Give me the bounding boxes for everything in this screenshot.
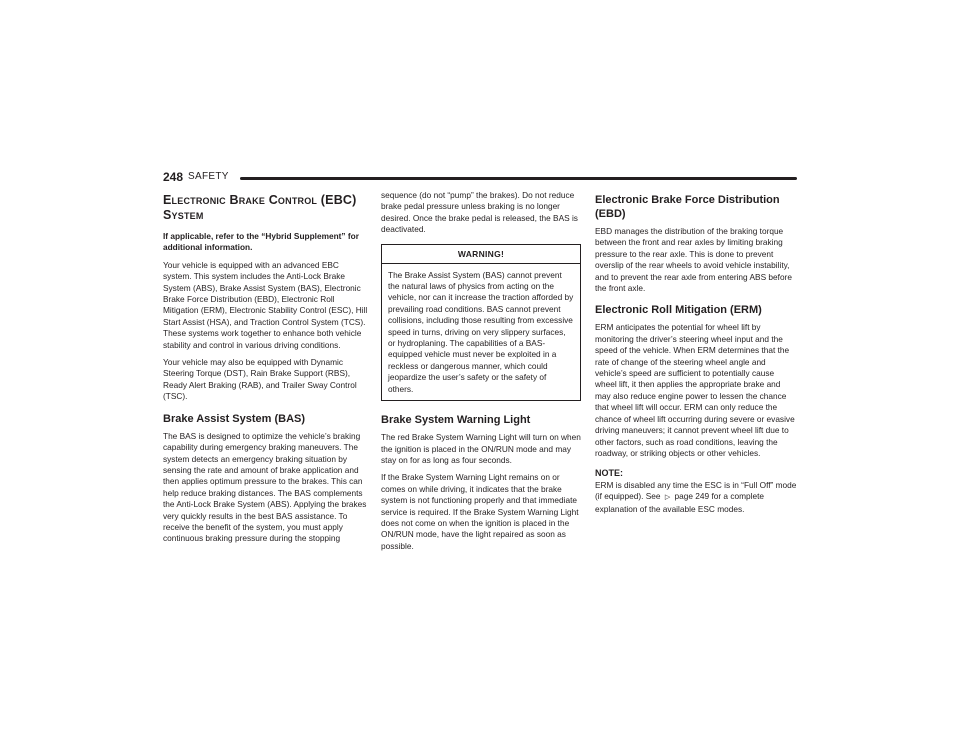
hybrid-supplement-note: If applicable, refer to the “Hybrid Supplement” for additional information.: [163, 231, 359, 253]
page-reference-link[interactable]: page 249: [674, 491, 710, 502]
column-middle: [381, 190, 581, 558]
ebc-paragraph-2: Your vehicle may also be equipped with Dynamic Steering Torque (DST), Rain Brake Support (RBS), Ready Alert Braking (RAB), and Trailer Sway Control (TSC).: [163, 357, 357, 402]
erm-paragraph: ERM anticipates the potential for wheel lift by monitoring the driver’s steering wheel input and the speed of the vehicle. When ERM determines that the rate of change of the steering wheel angle and vehicle’s speed are sufficient to potentially cause wheel lift, it then applies the appropriate brake and may also reduce engine power to lessen the chance that wheel lift will occur. ERM can only reduce the chance of wheel lift occurring during severe or evasive driving maneuvers; it cannot prevent wheel lift due to other factors, such as road conditions, leaving the roadway, or striking objects or other vehicles.: [595, 322, 795, 458]
subheading-ebd: Electronic Brake Force Distribution (EBD): [595, 194, 780, 220]
page-number: 248: [163, 170, 184, 184]
note-text-b: for a complete explanation of the available ESC modes.: [595, 491, 765, 514]
subheading-bas: Brake Assist System (BAS): [163, 412, 306, 425]
header-rule: [240, 177, 797, 180]
column-right: [595, 190, 797, 521]
bas-continued-paragraph: sequence (do not “pump” the brakes). Do not reduce brake pedal pressure unless braking is no longer desired. Once the brake pedal is released, the BAS is deactivated.: [381, 190, 578, 235]
note-label: NOTE:: [595, 468, 623, 479]
ebc-paragraph-1: Your vehicle is equipped with an advanced EBC system. This system includes the Anti-Lock Brake System (ABS), Brake Assist System (BAS), Electronic Brake Force Distribution (EBD), Electronic Roll Mitigation (ERM), Electronic Stability Control (ESC), Hill Start Assist (HSA), and Traction Control System (TCS). These systems work together to enhance both vehicle stability and control in various driving conditions.: [163, 259, 368, 350]
section-title: SAFETY: [188, 171, 229, 182]
ebd-paragraph: EBD manages the distribution of the braking torque between the front and rear axles by limiting braking pressure to the rear axle. This is done to prevent overslip of the rear wheels to avoid vehicle instability, and to prevent the rear axle from entering ABS before the front axle.: [595, 226, 792, 294]
brake-warning-paragraph-2: If the Brake System Warning Light remains on or comes on while driving, it indicates that the brake system is not functioning properly and that immediate service is required. If the Brake System Warning Light does not come on when the ignition is placed in the ON/RUN mode, have the light repaired as soon as possible.: [381, 472, 579, 551]
erm-note: [595, 480, 797, 515]
warning-title: WARNING!: [382, 245, 580, 264]
warning-box: [381, 244, 581, 401]
brake-warning-paragraph-1: The red Brake System Warning Light will turn on when the ignition is placed in the ON/RUN mode and may stay on for as long as four seconds.: [381, 432, 581, 465]
warning-text: The Brake Assist System (BAS) cannot prevent the natural laws of physics from acting on the vehicle, nor can it increase the traction afforded by prevailing road conditions. BAS cannot prevent collisions, including those resulting from excessive speed in turns, driving on very slippery surfaces, or hydroplaning. The capabilities of a BAS-equipped vehicle must never be exploited in a reckless or dangerous manner, which could jeopardize the user’s safety or the safety of others.: [388, 269, 574, 394]
subheading-brake-warning-light: Brake System Warning Light: [381, 414, 531, 427]
section-heading-ebc: Electronic Brake Control (EBC) System: [163, 193, 357, 222]
bas-paragraph: The BAS is designed to optimize the vehicle’s braking capability during emergency braking maneuvers. The system detects an emergency braking situation by sensing the rate and amount of brake application and then applies optimum pressure to the brakes. This can help reduce braking distances. The BAS complements the Anti-Lock Brake System (ABS). Applying the brakes very quickly results in the best BAS assistance. To receive the benefit of the system, you must apply continuous braking pressure during the stopping: [163, 430, 367, 544]
column-left: [163, 190, 369, 551]
subheading-erm: Electronic Roll Mitigation (ERM): [595, 304, 762, 317]
arrow-right-icon: ▷: [664, 494, 671, 502]
note-text-a: ERM is disabled any time the ESC is in “Full Off” mode (if equipped). See: [595, 479, 797, 502]
page-header: [163, 170, 797, 186]
